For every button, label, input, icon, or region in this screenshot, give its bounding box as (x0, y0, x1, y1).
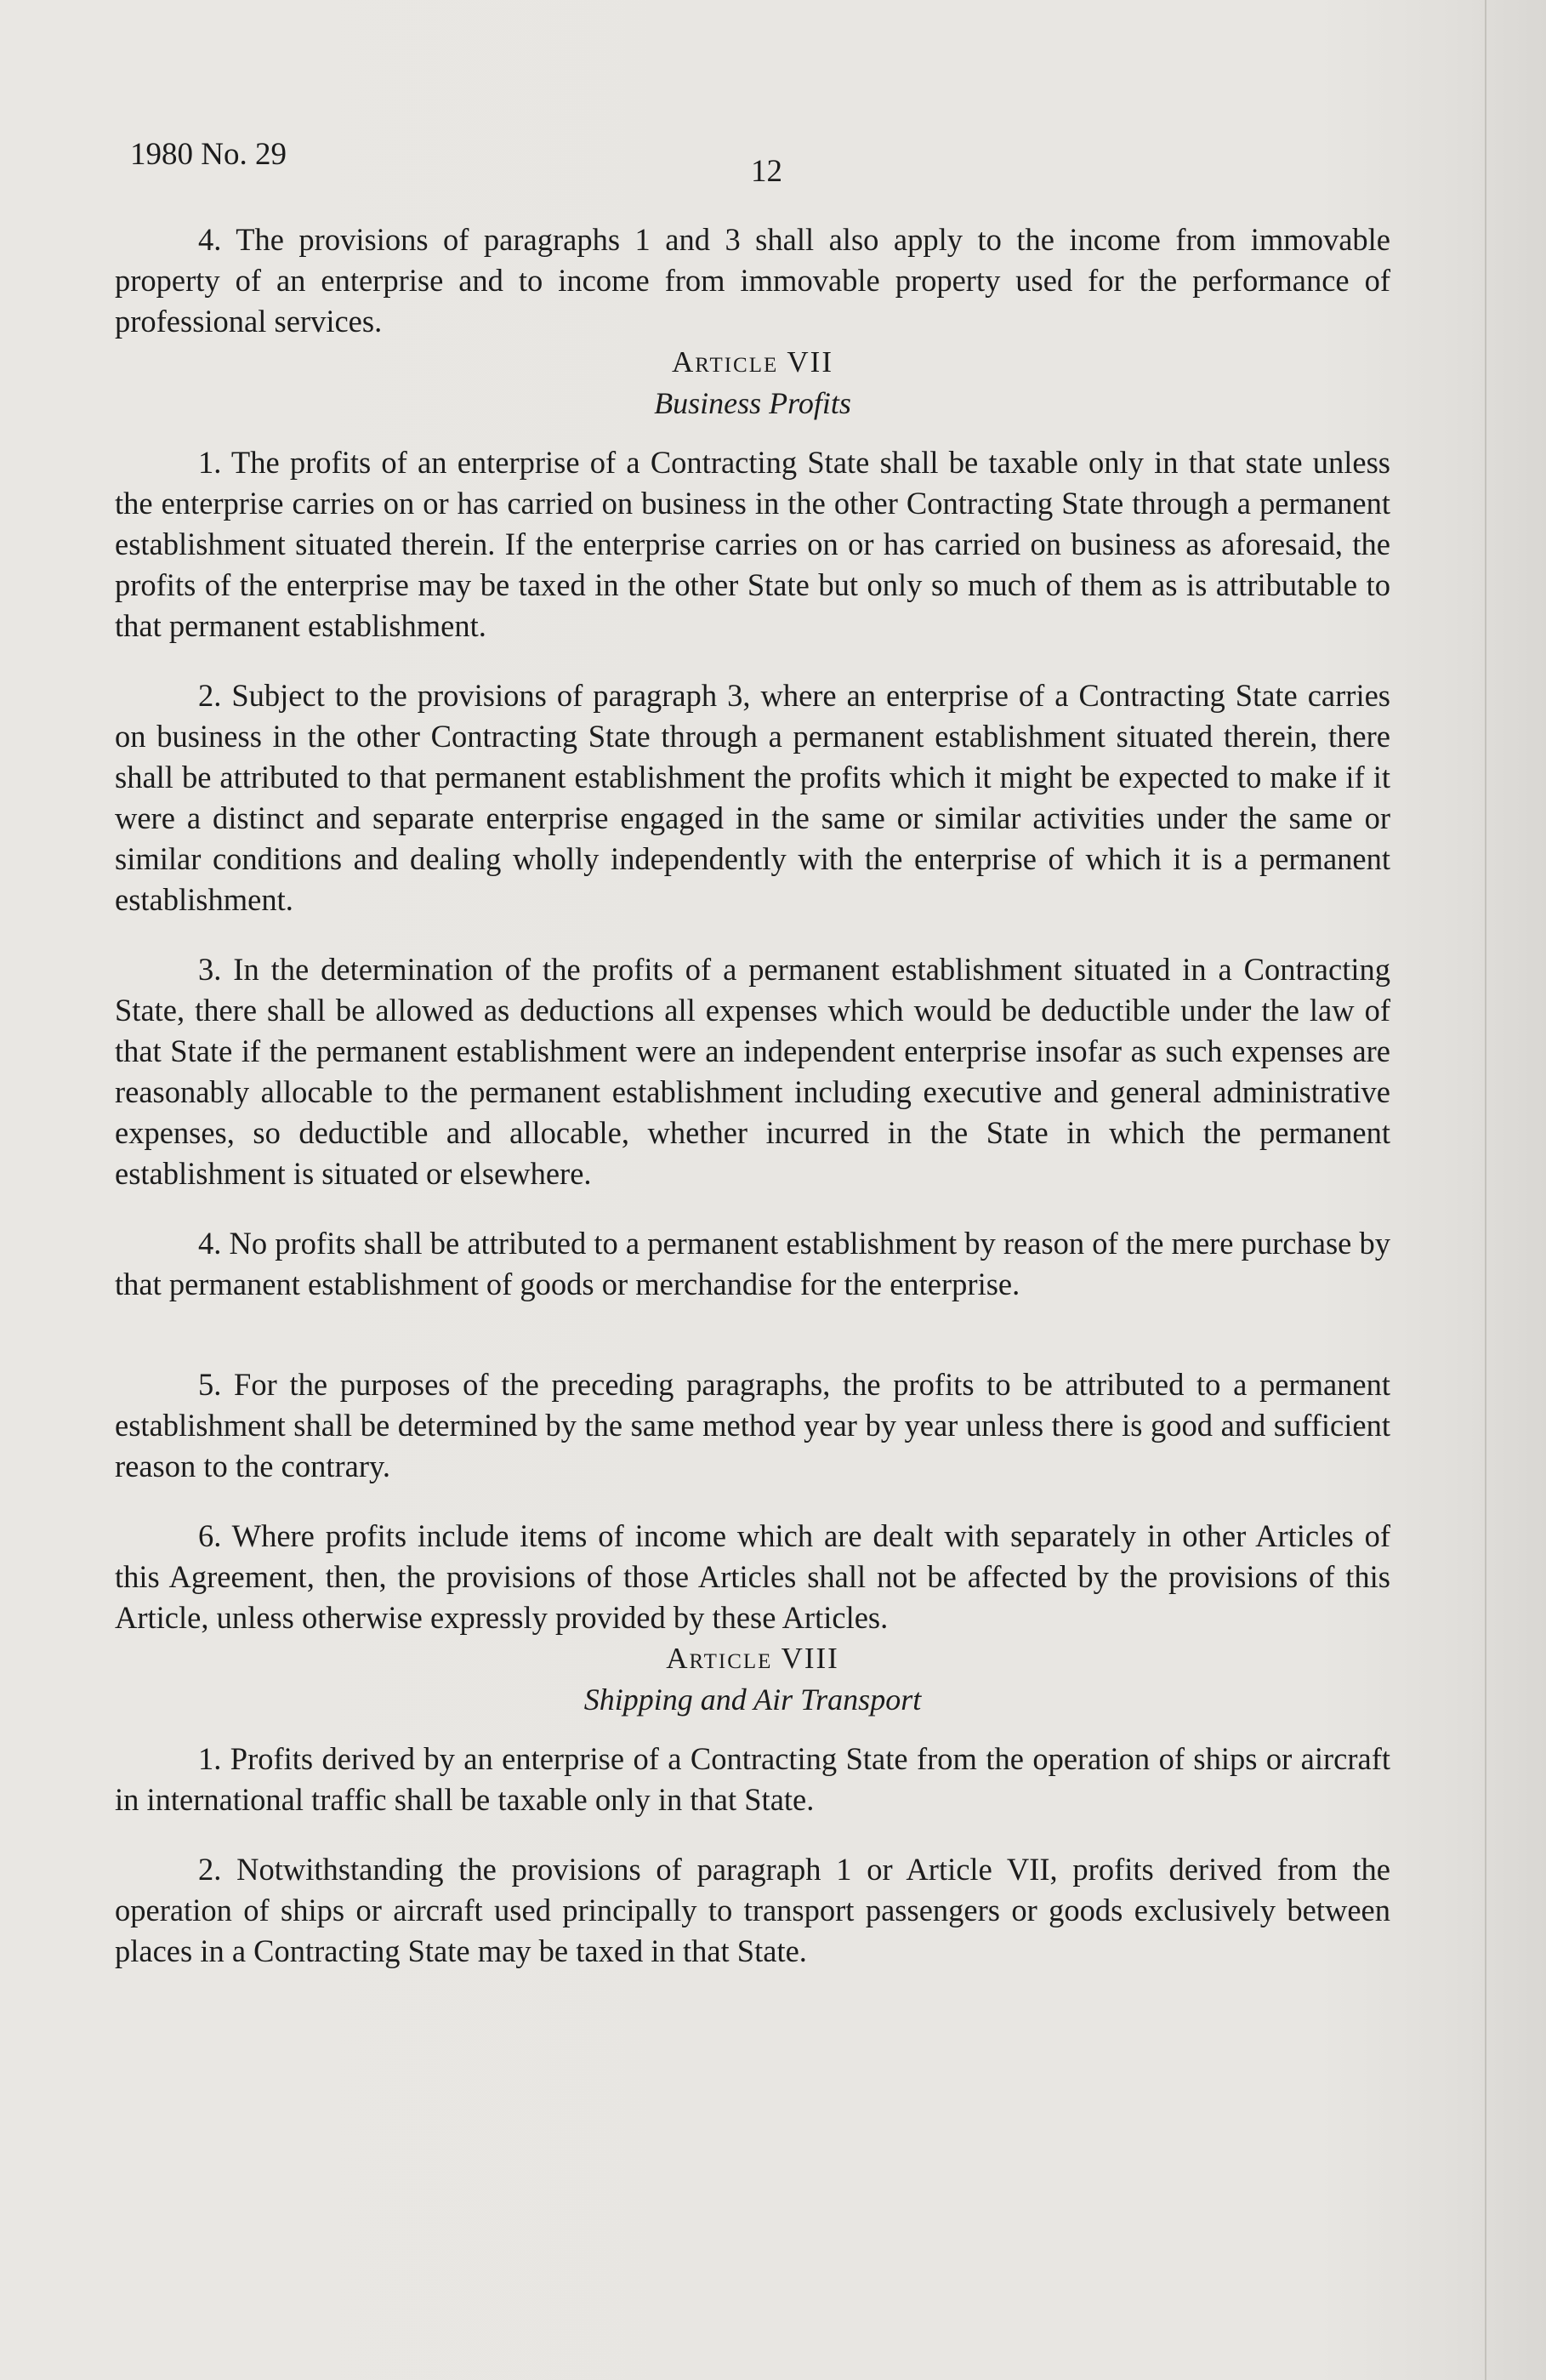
page-header (130, 136, 1389, 187)
paragraph-4-immovable-property: 4. The provisions of paragraphs 1 and 3 shall also apply to the income from immovable property of an enterprise and to income from immovable property used for the performance of professional services. (115, 222, 1390, 339)
article-viii-section (115, 1638, 1390, 1972)
article-vii-title: Article VII (672, 345, 833, 379)
article-viii-paragraph-2: 2. Notwithstanding the provisions of paragraph 1 or Article VII, profits derived from the operation of ships or aircraft used principally to transport passengers or goods exclusively between places in a Contracting State may be taxed in that State. (115, 1852, 1390, 1968)
article-vii-paragraph-2: 2. Subject to the provisions of paragraph 3, where an enterprise of a Contracting State carries on business in the other Contracting State through a permanent establishment situated therein, there shall be attributed to that permanent establishment the profits which it might be expected to make if it were a distinct and separate enterprise engaged in the same or similar activities under the same or similar conditions and dealing wholly independently with the enterprise of which it is a permanent establishment. (115, 678, 1390, 917)
article-vii-paragraph-5: 5. For the purposes of the preceding paragraphs, the profits to be attributed to a permanent establishment shall be determined by the same method year by year unless there is good and sufficient reason to the contrary. (115, 1367, 1390, 1483)
article-vii-section (115, 342, 1390, 1638)
page-number: 12 (751, 154, 782, 189)
article-viii-subtitle: Shipping and Air Transport (583, 1683, 922, 1717)
article-viii-title: Article VIII (666, 1642, 839, 1675)
article-vii-paragraph-3: 3. In the determination of the profits of a permanent establishment situated in a Contracting State, there shall be allowed as deductions all expenses which would be deductible under the law of that State if the permanent establishment were an independent enterprise insofar as such expenses are reasonably allocable to the permanent establishment including executive and general administrative expenses, so deductible and allocable, whether incurred in the State in which the permanent establishment is situated or elsewhere. (115, 952, 1390, 1191)
statute-citation: 1980 No. 29 (130, 137, 287, 172)
article-vii-subtitle: Business Profits (654, 386, 851, 420)
page-body (115, 219, 1390, 1972)
page-spine-line (1485, 0, 1486, 2380)
article-vii-paragraph-6: 6. Where profits include items of income which are dealt with separately in other Articles of this Agreement, then, the provisions of those Articles shall not be affected by the provisions of this Article, unless otherwise expressly provided by these Articles. (115, 1518, 1390, 1635)
article-vii-paragraph-1: 1. The profits of an enterprise of a Contracting State shall be taxable only in that state unless the enterprise carries on or has carried on business in the other Contracting State through a permanent establishment situated therein. If the enterprise carries on or has carried on business as aforesaid, the profits of the enterprise may be taxed in the other State but only so much of them as is attributable to that permanent establishment. (115, 445, 1390, 643)
article-vii-paragraph-4: 4. No profits shall be attributed to a permanent establishment by reason of the mere purchase by that permanent establishment of goods or merchandise for the enterprise. (115, 1226, 1390, 1301)
article-viii-paragraph-1: 1. Profits derived by an enterprise of a Contracting State from the operation of ships or aircraft in international traffic shall be taxable only in that State. (115, 1741, 1390, 1817)
